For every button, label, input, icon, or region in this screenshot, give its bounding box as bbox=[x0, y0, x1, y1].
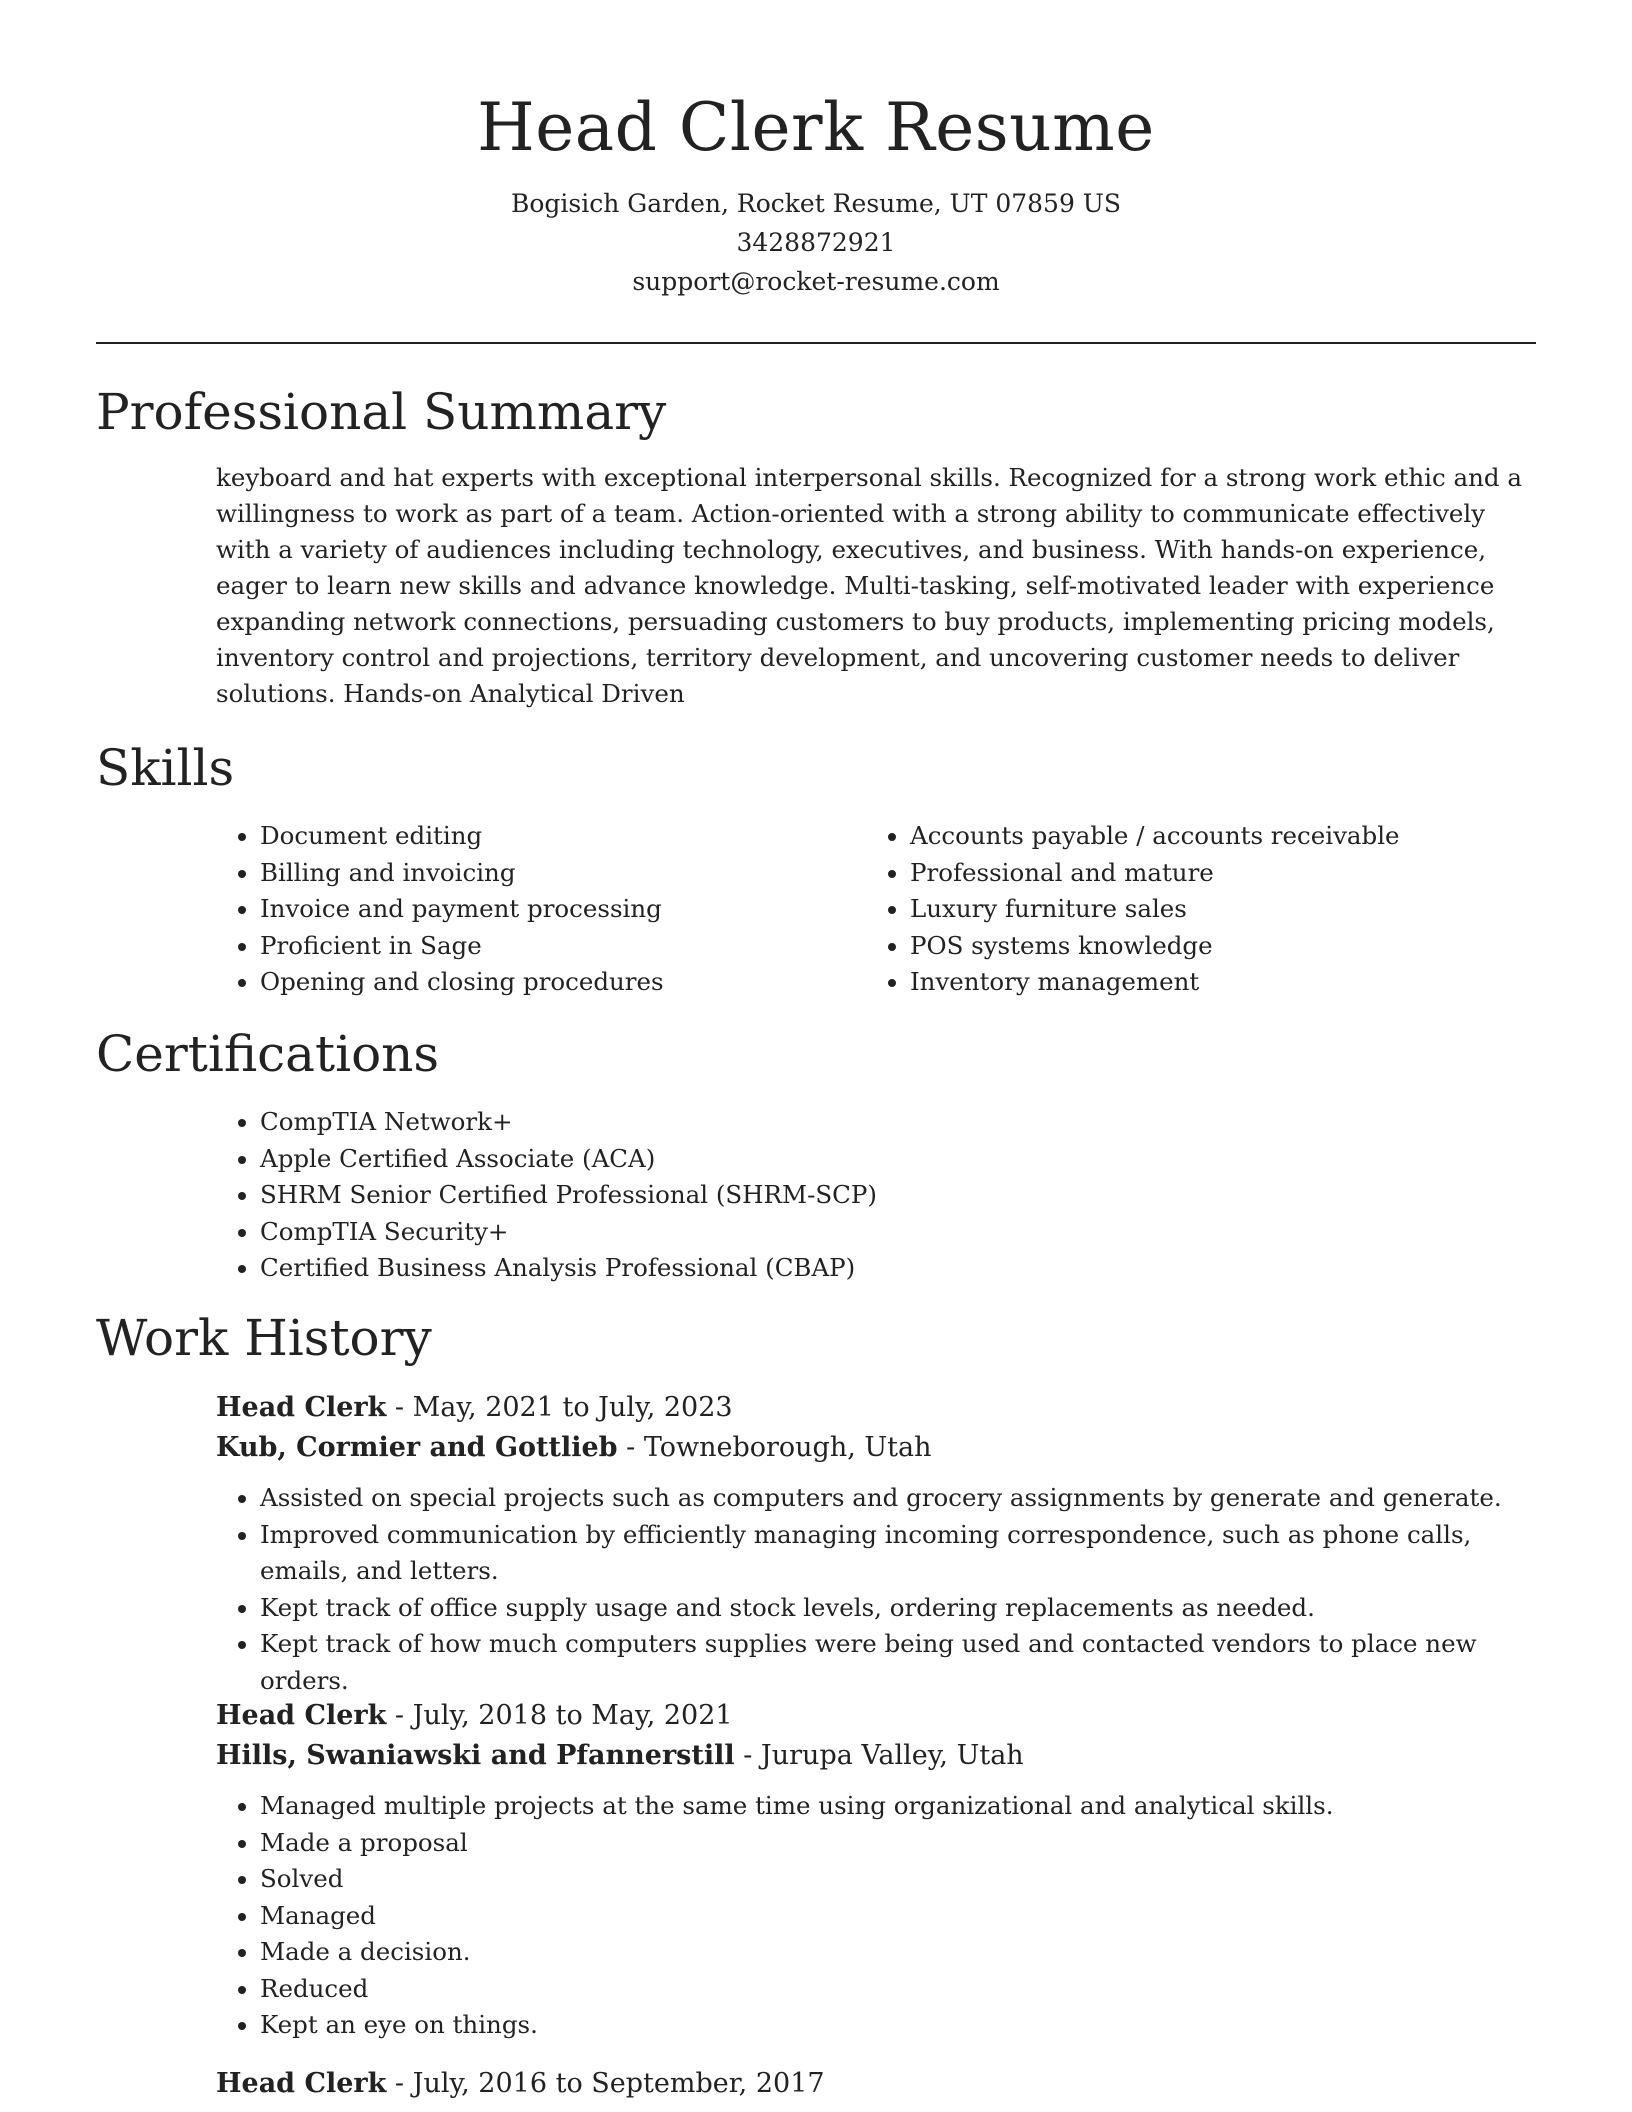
job-dates: - July, 2018 to May, 2021 bbox=[386, 1700, 733, 1731]
job-role: Head Clerk bbox=[216, 2068, 387, 2099]
summary-text: keyboard and hat experts with exceptional interpersonal skills. Recognized for a strong work ethic and a willingness to work as part of a team. Action-oriented with a strong ability to communicate effectively with a variety of audiences including technology, executives, and business. With hands-on experience, eager to learn new skills and advance knowledge. Multi-tasking, self-motivated leader with experience expanding network connections, persuading customers to buy products, implementing pricing models, inventory control and projections, territory development, and uncovering customer needs to deliver solutions. Hands-on Analytical Driven bbox=[216, 463, 1522, 708]
certification-item: • SHRM Senior Certified Professional (SHRM-SCP) bbox=[260, 1177, 1560, 1214]
certification-item: • CompTIA Security+ bbox=[260, 1214, 1560, 1251]
job-bullet: • Kept an eye on things. bbox=[260, 2007, 1536, 2044]
job-company-line bbox=[216, 1736, 1536, 1776]
job-bullet: • Made a decision. bbox=[260, 1934, 1536, 1971]
skills-list-left bbox=[216, 818, 860, 1001]
resume-header bbox=[0, 0, 1632, 301]
certification-item: • CompTIA Network+ bbox=[260, 1104, 1560, 1141]
job-title-line bbox=[216, 1388, 1536, 1428]
job-location: - Jurupa Valley, Utah bbox=[734, 1740, 1024, 1771]
certifications-list bbox=[216, 1104, 1560, 1287]
certification-item: • Certified Business Analysis Professional (CBAP) bbox=[260, 1250, 1560, 1287]
job-company-line bbox=[216, 1428, 1536, 1468]
skill-item: • Invoice and payment processing bbox=[260, 891, 860, 928]
job-entry bbox=[216, 1388, 1536, 1699]
skill-item: • Document editing bbox=[260, 818, 860, 855]
job-bullet: • Kept track of how much computers supplies were being used and contacted vendors to place new orders. bbox=[260, 1626, 1536, 1699]
contact-block bbox=[0, 184, 1632, 301]
job-company: Kub, Cormier and Gottlieb bbox=[216, 1432, 618, 1463]
skill-item: • Luxury furniture sales bbox=[910, 891, 1570, 928]
contact-address: Bogisich Garden, Rocket Resume, UT 07859 US bbox=[510, 189, 1122, 218]
job-bullet: • Made a proposal bbox=[260, 1825, 1536, 1862]
certification-item: • Apple Certified Associate (ACA) bbox=[260, 1141, 1560, 1178]
summary-heading: Professional Summary bbox=[96, 383, 667, 441]
job-company: Hills, Swaniawski and Pfannerstill bbox=[216, 1740, 735, 1771]
work-history-heading: Work History bbox=[96, 1309, 432, 1367]
skill-item: • Accounts payable / accounts receivable bbox=[910, 818, 1570, 855]
skill-item: • Proficient in Sage bbox=[260, 928, 860, 965]
job-bullet: • Kept track of office supply usage and stock levels, ordering replacements as needed. bbox=[260, 1590, 1536, 1627]
job-bullet: • Improved communication by efficiently managing incoming correspondence, such as phone calls, emails, and letters. bbox=[260, 1517, 1536, 1590]
job-bullet: • Assisted on special projects such as computers and grocery assignments by generate and generate. bbox=[260, 1480, 1536, 1517]
job-bullets bbox=[216, 1480, 1536, 1699]
job-dates: - May, 2021 to July, 2023 bbox=[386, 1392, 733, 1423]
job-entry bbox=[216, 2064, 1536, 2104]
job-bullets bbox=[216, 1788, 1536, 2044]
job-bullet: • Managed multiple projects at the same time using organizational and analytical skills. bbox=[260, 1788, 1536, 1825]
job-bullet: • Managed bbox=[260, 1898, 1536, 1935]
job-bullet: • Solved bbox=[260, 1861, 1536, 1898]
skill-item: • Inventory management bbox=[910, 964, 1570, 1001]
skill-item: • Billing and invoicing bbox=[260, 855, 860, 892]
resume-title: Head Clerk Resume bbox=[477, 89, 1155, 166]
job-title-line bbox=[216, 1696, 1536, 1736]
skills-heading: Skills bbox=[96, 739, 235, 797]
skills-list-right bbox=[866, 818, 1570, 1001]
skill-item: • Opening and closing procedures bbox=[260, 964, 860, 1001]
job-title-line bbox=[216, 2064, 1536, 2104]
contact-email[interactable]: support@rocket-resume.com bbox=[632, 267, 1000, 296]
job-dates: - July, 2016 to September, 2017 bbox=[386, 2068, 825, 2099]
skill-item: • Professional and mature bbox=[910, 855, 1570, 892]
certifications-heading: Certifications bbox=[96, 1025, 440, 1083]
contact-phone: 3428872921 bbox=[736, 228, 896, 257]
job-role: Head Clerk bbox=[216, 1700, 387, 1731]
job-role: Head Clerk bbox=[216, 1392, 387, 1423]
job-entry bbox=[216, 1696, 1536, 2044]
job-bullet: • Reduced bbox=[260, 1971, 1536, 2008]
job-location: - Towneborough, Utah bbox=[617, 1432, 932, 1463]
skill-item: • POS systems knowledge bbox=[910, 928, 1570, 965]
header-divider bbox=[96, 342, 1536, 344]
